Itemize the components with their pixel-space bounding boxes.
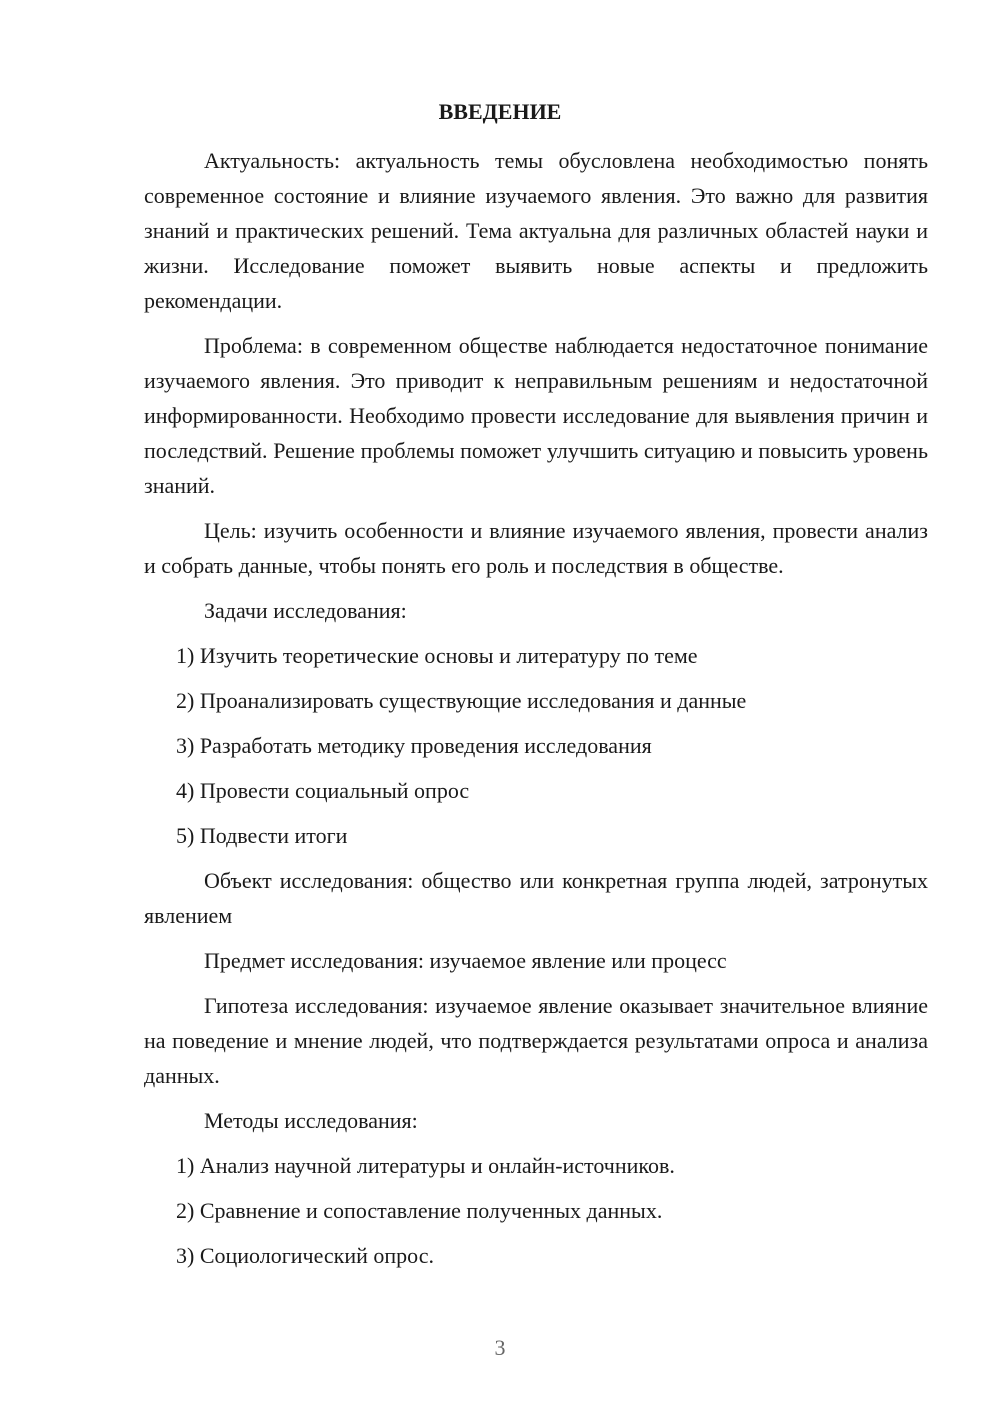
methods-list [144,1148,928,1273]
list-item: 2) Сравнение и сопоставление полученных данных. [176,1198,663,1223]
problem-paragraph: Проблема: в современном обществе наблюдается недостаточное понимание изучаемого явления. Это приводит к неправильным решениям и недостаточной информированности. Необходимо провести исследование для выявления причин и последствий. Решение проблемы поможет улучшить ситуацию и повысить уровень знаний. [144,333,928,498]
list-item: 5) Подвести итоги [176,823,348,848]
page-title: ВВЕДЕНИЕ [438,99,562,124]
page-number: 3 [494,1335,506,1360]
tasks-label: Задачи исследования: [204,598,407,623]
list-item: 3) Разработать методику проведения исследования [176,733,652,758]
document-body [144,143,928,1283]
methods-label: Методы исследования: [204,1108,418,1133]
list-item: 4) Провести социальный опрос [176,778,470,803]
list-item: 2) Проанализировать существующие исследования и данные [176,688,747,713]
goal-paragraph: Цель: изучить особенности и влияние изучаемого явления, провести анализ и собрать данные, чтобы понять его роль и последствия в обществе. [144,518,928,578]
tasks-list [144,638,928,853]
hypothesis-paragraph: Гипотеза исследования: изучаемое явление оказывает значительное влияние на поведение и мнение людей, что подтверждается результатами опроса и анализа данных. [144,993,928,1088]
list-item: 3) Социологический опрос. [176,1243,434,1268]
list-item: 1) Анализ научной литературы и онлайн-источников. [176,1153,675,1178]
object-paragraph: Объект исследования: общество или конкретная группа людей, затронутых явлением [144,868,928,928]
subject-paragraph: Предмет исследования: изучаемое явление или процесс [204,948,727,973]
list-item: 1) Изучить теоретические основы и литературу по теме [176,643,698,668]
relevance-paragraph: Актуальность: актуальность темы обусловлена необходимостью понять современное состояние и влияние изучаемого явления. Это важно для развития знаний и практических решений. Тема актуальна для различных областей науки и жизни. Исследование поможет выявить новые аспекты и предложить рекомендации. [144,148,928,313]
